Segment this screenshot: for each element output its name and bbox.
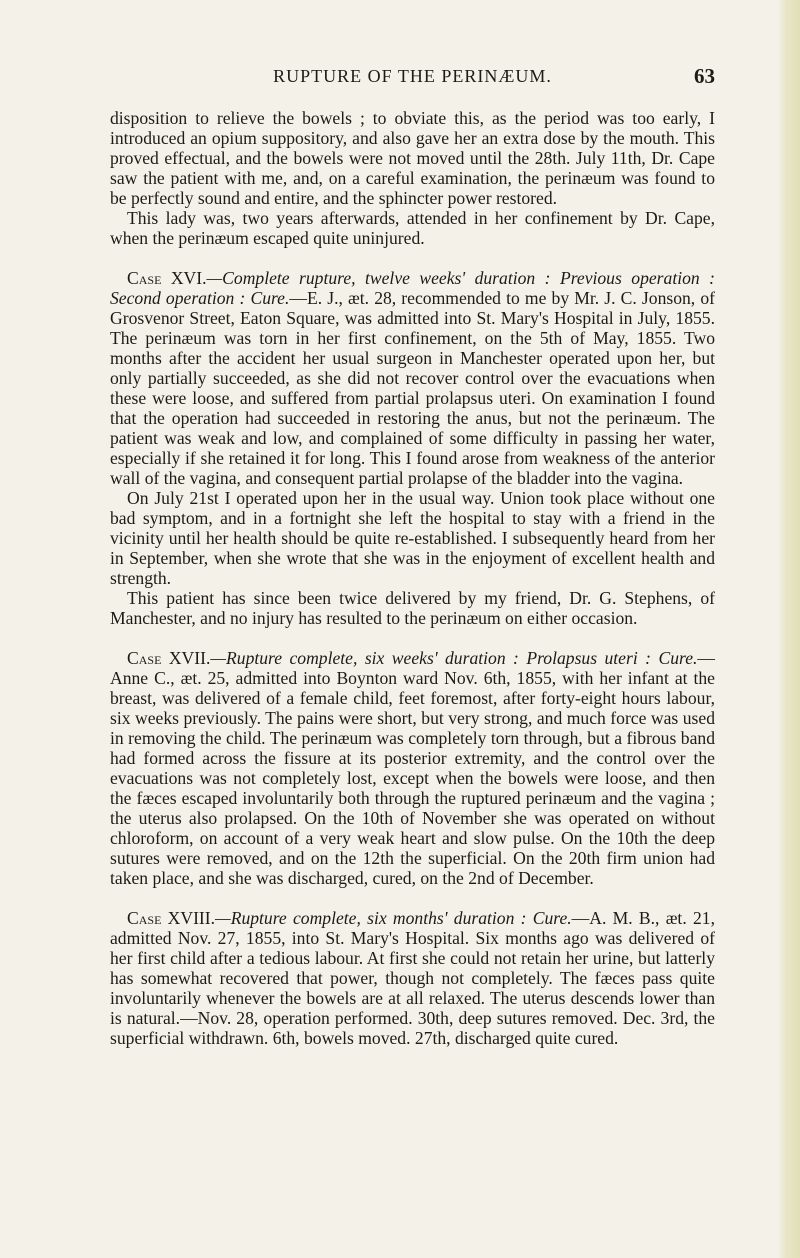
body-text [110,108,715,1048]
case-label: Case XVIII. [127,908,216,928]
case-paragraph [110,648,715,888]
paragraph: This patient has since been twice delivered by my friend, Dr. G. Stephens, of Manchester, and no injury has resulted to the perinæum on either occasion. [110,588,715,628]
case-text: —E. J., æt. 28, recommended to me by Mr. J. C. Jonson, of Grosvenor Street, Eaton Square, was admitted into St. Mary's Hospital in July, 1855. The perinæum was torn in her first confinement, on the 5th of May, 1855. Two months after the accident her usual surgeon in Manchester operated upon her, but only partially succeeded, as she did not recover control over the evacuations when these were loose, and suffered from partial prolapsus uteri. On examination I found that the operation had succeeded in restoring the anus, but not the perinæum. The patient was weak and low, and complained of some difficulty in passing her water, especially if she retained it for long. This I found arose from weakness of the anterior wall of the vagina, and consequent partial prolapse of the bladder into the vagina. [110,288,715,488]
case-title: —Complete rupture, twelve weeks' duration : Previous operation : Second operation : Cure. [110,268,715,308]
paragraph: This lady was, two years afterwards, attended in her confinement by Dr. Cape, when the perinæum escaped quite uninjured. [110,208,715,248]
case-title: —Rupture complete, six weeks' duration : Prolapsus uteri : Cure. [210,648,698,668]
case-label: Case XVI. [127,268,207,288]
case-text: —Anne C., æt. 25, admitted into Boynton ward Nov. 6th, 1855, with her infant at the breast, was delivered of a female child, feet foremost, after forty-eight hours labour, six weeks previously. The pains were short, but very strong, and much force was used in removing the child. The perinæum was completely torn through, but a fibrous band had formed across the fissure at its posterior extremity, and the control over the evacuations was not completely lost, except when the bowels were loose, and then the fæces escaped involuntarily both through the ruptured perinæum and the vagina ; the uterus also prolapsed. On the 10th of November she was operated on without chloroform, on account of a very weak heart and slow pulse. On the 10th the deep sutures were removed, and on the 12th the superficial. On the 20th firm union had taken place, and she was discharged, cured, on the 2nd of December. [110,648,715,888]
page-number: 63 [694,64,715,88]
paragraph: disposition to relieve the bowels ; to obviate this, as the period was too early, I introduced an opium suppository, and also gave her an extra dose by the mouth. This proved effectual, and the bowels were not moved until the 28th. July 11th, Dr. Cape saw the patient with me, and, on a careful examination, the perinæum was found to be perfectly sound and entire, and the sphincter power restored. [110,108,715,208]
page-edge [778,0,800,1258]
case-paragraph [110,268,715,488]
case-title: —Rupture complete, six months' duration : Cure. [215,908,572,928]
running-title: RUPTURE OF THE PERINÆUM. [273,66,552,86]
paragraph: On July 21st I operated upon her in the usual way. Union took place without one bad symptom, and in a fortnight she left the hospital to stay with a friend in the vicinity until her health should be quite re-established. I subsequently heard from her in September, when she wrote that she was in the enjoyment of excellent health and strength. [110,488,715,588]
case-text: —A. M. B., æt. 21, admitted Nov. 27, 1855, into St. Mary's Hospital. Six months ago was delivered of her first child after a tedious labour. At first she could not retain her urine, but latterly has somewhat recovered that power, though not completely. The fæces pass quite involuntarily whenever the bowels are at all relaxed. The uterus descends lower than is natural.—Nov. 28, operation performed. 30th, deep sutures removed. Dec. 3rd, the superficial withdrawn. 6th, bowels moved. 27th, discharged quite cured. [110,908,715,1048]
case-label: Case XVII. [127,648,211,668]
case-paragraph [110,908,715,1048]
running-head [110,64,715,90]
